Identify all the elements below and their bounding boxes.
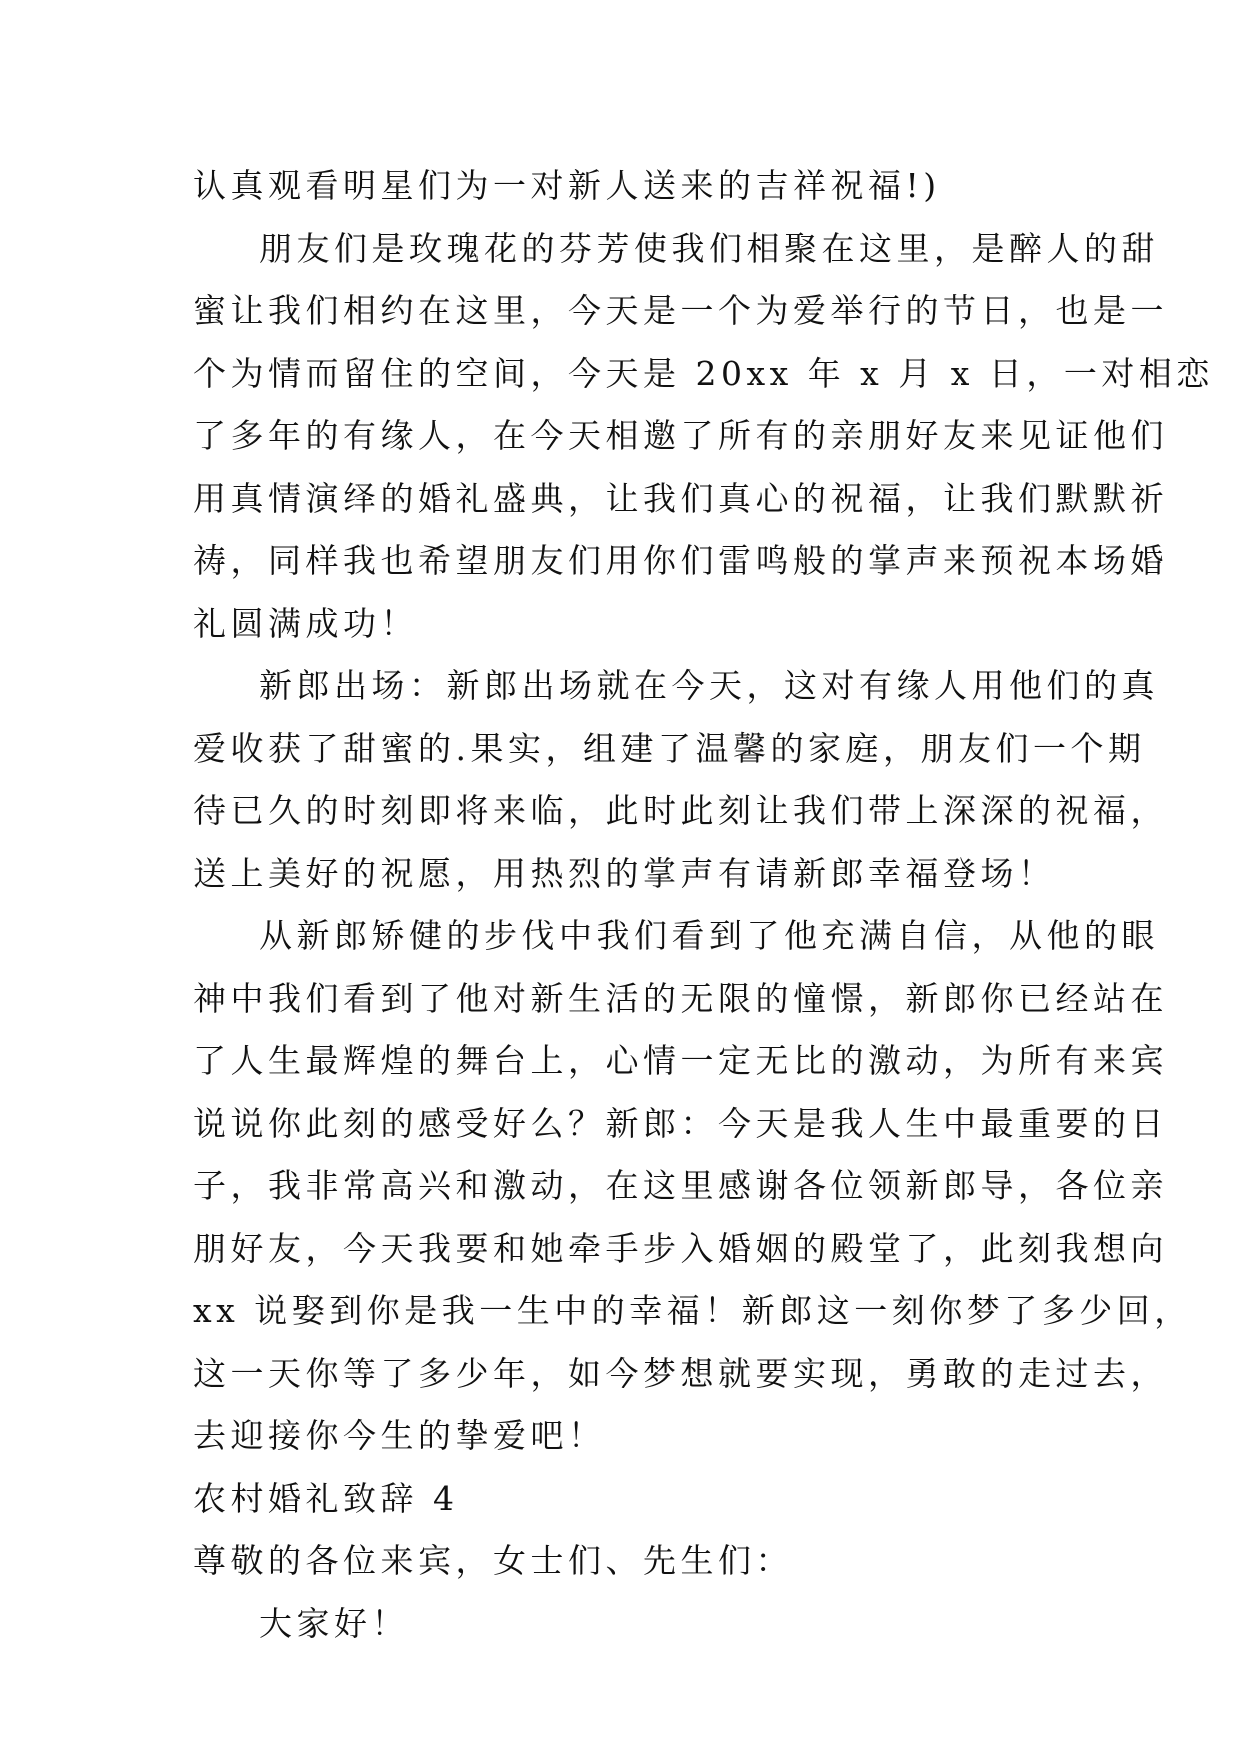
text-line: 认真观看明星们为一对新人送来的吉祥祝福!)	[193, 166, 941, 205]
text-line: 用真情演绎的婚礼盛典，让我们真心的祝福，让我们默默祈	[193, 478, 1168, 518]
text-line: 个为情而留住的空间，今天是 20xx 年 x 月 x 日，一对相恋	[193, 353, 1214, 393]
paragraph-first-line: 新郎出场：新郎出场就在今天，这对有缘人用他们的真	[259, 666, 1159, 705]
text-line: 待已久的时刻即将来临，此时此刻让我们带上深深的祝福，	[193, 791, 1168, 830]
paragraph-first-line: 从新郎矫健的步伐中我们看到了他充满自信，从他的眼	[259, 916, 1159, 955]
text-line: 了人生最辉煌的舞台上，心情一定无比的激动，为所有来宾	[193, 1041, 1168, 1080]
document-body	[193, 155, 1214, 1655]
text-line: 朋好友，今天我要和她牵手步入婚姻的殿堂了，此刻我想向	[193, 1228, 1168, 1268]
text-line: 了多年的有缘人，在今天相邀了所有的亲朋好友来见证他们	[193, 416, 1168, 455]
greeting-line: 大家好！	[259, 1603, 409, 1643]
paragraph-first-line: 朋友们是玫瑰花的芬芳使我们相聚在这里，是醉人的甜	[259, 228, 1159, 268]
text-line: 祷，同样我也希望朋友们用你们雷鸣般的掌声来预祝本场婚	[193, 541, 1168, 580]
text-line: 蜜让我们相约在这里，今天是一个为爱举行的节日，也是一	[193, 291, 1168, 330]
text-line: 礼圆满成功！	[193, 603, 418, 643]
text-line: 送上美好的祝愿，用热烈的掌声有请新郎幸福登场！	[193, 853, 1056, 893]
text-line: xx 说娶到你是我一生中的幸福！新郎这一刻你梦了多少回，	[193, 1291, 1192, 1330]
section-heading: 农村婚礼致辞 4	[193, 1478, 459, 1518]
salutation-line: 尊敬的各位来宾，女士们、先生们：	[193, 1541, 793, 1580]
text-line: 子，我非常高兴和激动，在这里感谢各位领新郎导，各位亲	[193, 1166, 1168, 1205]
text-line: 这一天你等了多少年，如今梦想就要实现，勇敢的走过去，	[193, 1353, 1168, 1393]
text-line: 去迎接你今生的挚爱吧！	[193, 1416, 606, 1455]
text-line: 说说你此刻的感受好么？新郎：今天是我人生中最重要的日	[193, 1103, 1168, 1143]
text-line: 神中我们看到了他对新生活的无限的憧憬，新郎你已经站在	[193, 978, 1168, 1018]
text-line: 爱收获了甜蜜的.果实，组建了温馨的家庭，朋友们一个期	[193, 728, 1146, 768]
